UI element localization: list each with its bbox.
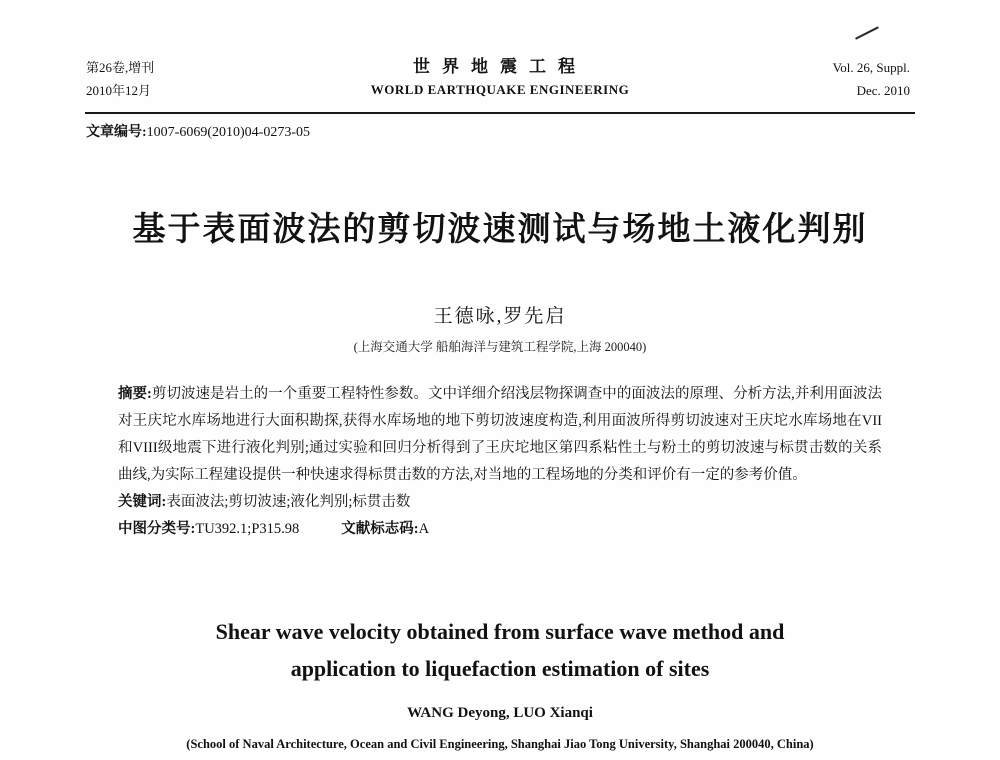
journal-name-en: WORLD EARTHQUAKE ENGINEERING xyxy=(370,82,630,97)
doc-code-label: 文献标志码: xyxy=(341,521,419,537)
clc-label: 中图分类号: xyxy=(118,521,196,537)
affiliation-en: (School of Naval Architecture, Ocean and Civil Engineering, Shanghai Jiao Tong University, Shanghai 200040, China) xyxy=(186,737,814,751)
paper-title-en-line2: application to liquefaction estimation of sites xyxy=(290,656,710,681)
journal-volume-en: Vol. 26, Suppl. xyxy=(832,60,910,75)
journal-volume-cn: 第26卷,增刊 xyxy=(86,60,155,75)
journal-date-en: Dec. 2010 xyxy=(856,83,910,98)
journal-volume-info-en xyxy=(833,56,910,102)
abstract-text: 剪切波速是岩土的一个重要工程特性参数。文中详细介绍浅层物探调查中的面波法的原理、分析方法,并利用面波法对王庆坨水库场地进行大面积勘探,获得水库场地的地下剪切波速度构造,利用面波所得剪切波速对王庆坨水库场地在VII和VIII级地震下进行液化判别;通过实验和回归分析得到了王庆坨地区第四系粘性土与粉土的剪切波速与标贯击数的关系曲线,为实际工程建设提供一种快速求得标贯击数的方法,对当地的工程场地的分类和评价有一定的参考价值。 xyxy=(118,386,882,483)
authors-en: WANG Deyong, LUO Xianqi xyxy=(407,705,593,721)
abstract-block xyxy=(118,381,882,543)
article-number-value: 1007-6069(2010)04-0273-05 xyxy=(146,125,310,140)
article-number-label: 文章编号: xyxy=(86,125,147,140)
article-number-line xyxy=(86,121,310,141)
paper-title-en-line1: Shear wave velocity obtained from surface wave method and xyxy=(215,619,785,644)
keywords-label: 关键词: xyxy=(118,494,167,510)
scan-artifact-mark xyxy=(855,26,879,40)
clc-value: TU392.1;P315.98 xyxy=(195,521,300,537)
journal-name-cn: 世界地震工程 xyxy=(413,57,587,76)
authors-cn: 王德咏,罗先启 xyxy=(433,306,567,327)
paper-title-en xyxy=(0,613,1000,687)
abstract-paragraph xyxy=(118,381,882,489)
keywords-text: 表面波法;剪切波速;液化判别;标贯击数 xyxy=(166,494,411,510)
paper-title-cn: 基于表面波法的剪切波速测试与场地土液化判别 xyxy=(132,212,868,248)
affiliation-cn: (上海交通大学 船舶海洋与建筑工程学院,上海 200040) xyxy=(353,340,647,354)
header-divider-rule xyxy=(85,112,915,114)
journal-date-cn: 2010年12月 xyxy=(86,83,152,98)
classification-line xyxy=(118,516,882,543)
keywords-line xyxy=(118,489,882,516)
doc-code-value: A xyxy=(418,521,430,537)
abstract-label: 摘要: xyxy=(118,386,152,402)
